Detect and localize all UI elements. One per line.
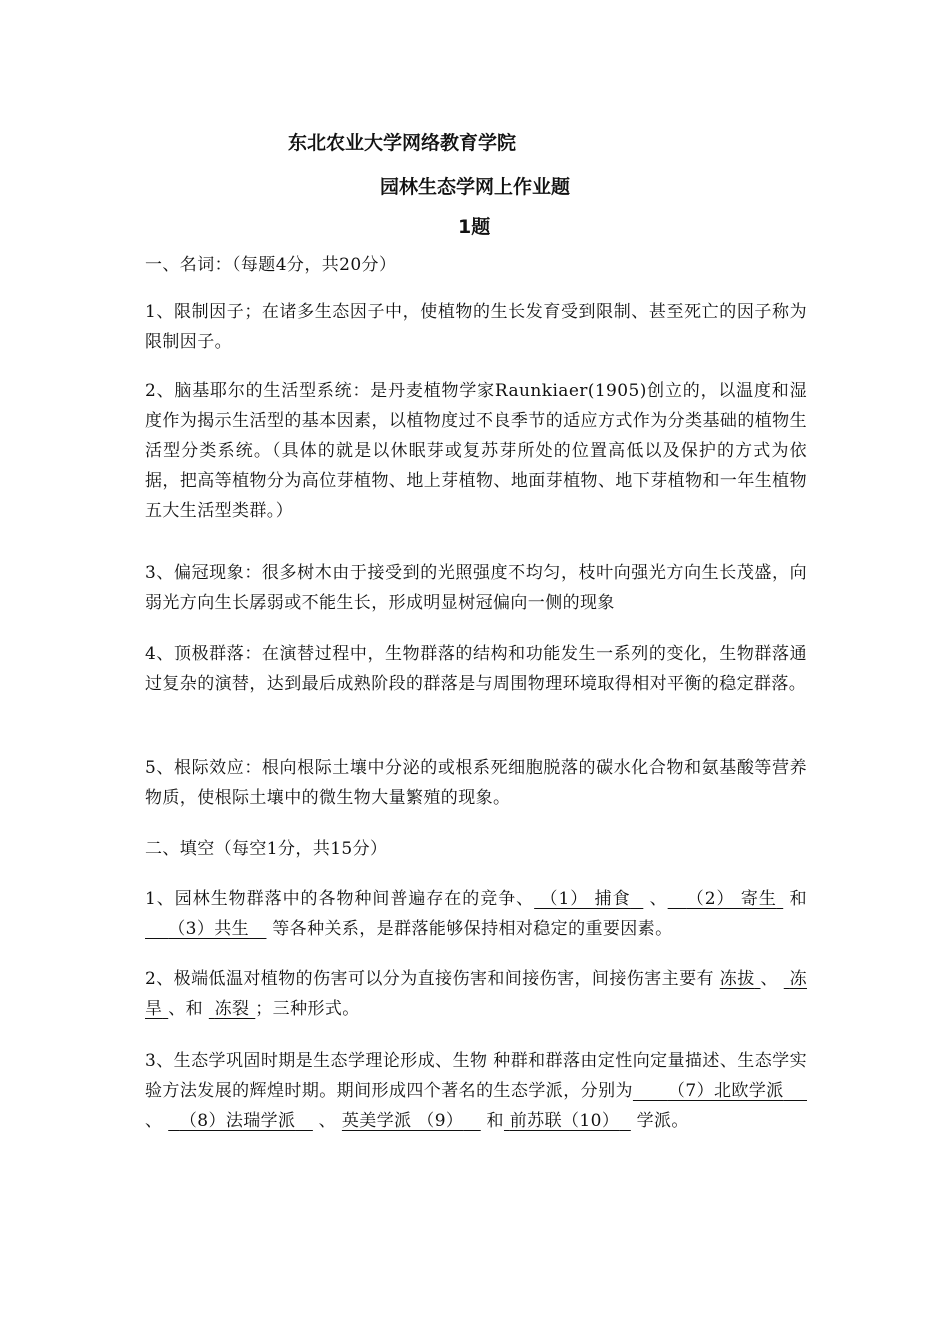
question-text: 、 — [145, 1111, 163, 1131]
definition-item-3 — [145, 558, 807, 618]
fill-question-2 — [145, 964, 807, 1024]
definition-text: 3、偏冠现象：很多树木由于接受到的光照强度不均匀，枝叶向强光方向生长茂盛，向弱光方向生长孱弱或不能生长，形成明显树冠偏向一侧的现象 — [145, 563, 807, 613]
answer-blank: （2） 寄生 — [686, 889, 777, 909]
answer-blank: 冻裂 — [214, 999, 250, 1019]
school-title: 东北农业大学网络教育学院 — [288, 132, 517, 154]
question-text: 、 — [760, 969, 778, 989]
answer-blank: （7）北欧学派 — [667, 1081, 784, 1101]
answer-blank — [633, 1081, 668, 1101]
answer-blank: （1） 捕食 — [540, 889, 631, 909]
definition-text: 4、顶极群落：在演替过程中，生物群落的结构和功能发生一系列的变化，生物群落通过复杂的演替，达到最后成熟阶段的群落是与周围物理环境取得相对平衡的稳定群落。 — [145, 644, 807, 694]
question-text: 、 — [643, 889, 668, 909]
fill-question-3 — [145, 1046, 807, 1136]
definition-item-5 — [145, 753, 807, 813]
question-text: 3、生态学巩固时期是生态学理论形成、生物 种群和群落由定性向定量描述、生态学实验方法发展的辉煌时期。期间形成四个著名的生态学派，分别为 — [145, 1051, 807, 1101]
question-text: 、和 — [168, 999, 204, 1019]
question-text: 和 — [480, 1111, 504, 1131]
question-text: 1、园林生物群落中的各物种间普遍存在的竞争、 — [145, 889, 535, 909]
course-title: 园林生态学网上作业题 — [380, 176, 571, 198]
definition-text: 2、脑基耶尔的生活型系统：是丹麦植物学家Raunkiaer(1905)创立的，以温度和湿度作为揭示生活型的基本因素，以植物度过不良季节的适应方式作为分类基础的植物生活型分类系统。（具体的就是以休眠芽或复苏芽所处的位置高低以及保护的方式为依据，把高等植物分为高位芽植物、地上芽植物、地面芽植物、地下芽植物和一年生植物五大生活型类群。） — [145, 381, 807, 521]
answer-blank: （8）法瑞学派 — [179, 1111, 296, 1131]
question-text: 学派。 — [630, 1111, 689, 1131]
answer-blank: 前苏联（10） — [509, 1111, 620, 1131]
fill-question-1 — [145, 884, 807, 944]
question-text: 等各种关系，是群落能够保持相对稳定的重要因素。 — [266, 919, 673, 939]
answer-blank: 英美学派 （9） — [341, 1111, 464, 1131]
set-title: 1题 — [458, 216, 491, 238]
definition-item-1 — [145, 297, 807, 357]
question-text: 2、极端低温对植物的伤害可以分为直接伤害和间接伤害，间接伤害主要有 — [145, 969, 714, 989]
definition-item-4 — [145, 639, 807, 699]
answer-blank: 冻旱 — [145, 969, 808, 1019]
question-text: 、 — [312, 1111, 337, 1131]
section1-heading: 一、名词：（每题4分，共20分） — [145, 255, 397, 275]
answer-blank: 冻拔 — [719, 969, 755, 989]
definition-text: 5、根际效应：根向根际土壤中分泌的或根系死细胞脱落的碳水化合物和氨基酸等营养物质，使根际土壤中的微生物大量繁殖的现象。 — [145, 758, 807, 808]
definition-text: 1、限制因子；在诸多生态因子中，使植物的生长发育受到限制、甚至死亡的因子称为限制因子。 — [145, 302, 807, 352]
section2-heading: 二、填空（每空1分，共15分） — [145, 839, 388, 859]
question-text: ；三种形式。 — [255, 999, 360, 1019]
definition-item-2 — [145, 376, 807, 526]
answer-blank: （3）共生 — [168, 919, 250, 939]
question-text: 和 — [783, 889, 807, 909]
